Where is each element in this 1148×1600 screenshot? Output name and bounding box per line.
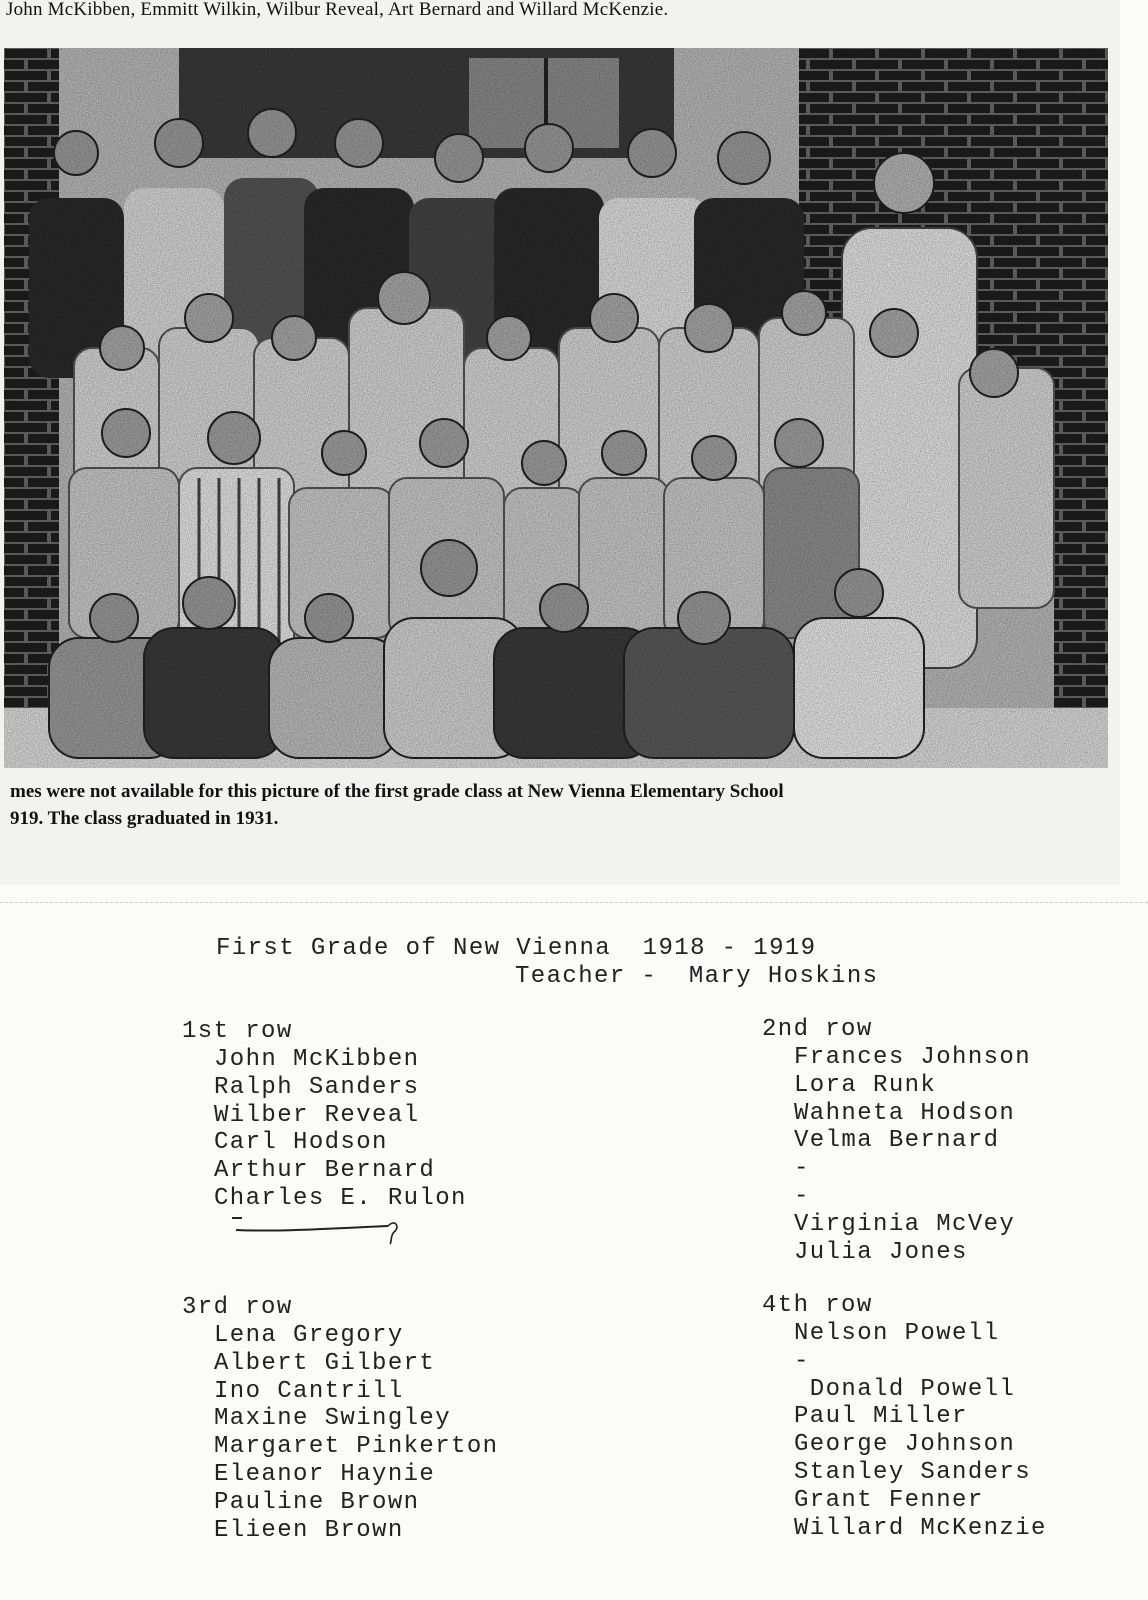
handwritten-scrawl bbox=[230, 1212, 410, 1246]
student-name: Ralph Sanders bbox=[214, 1073, 420, 1101]
roster-title: First Grade of New Vienna 1918 - 1919 bbox=[216, 935, 817, 962]
student-name: Velma Bernard bbox=[794, 1127, 1000, 1155]
student-name: Julia Jones bbox=[794, 1238, 968, 1266]
student-name: - bbox=[794, 1155, 810, 1183]
student-name: Grant Fenner bbox=[794, 1486, 984, 1514]
student-name: Ino Cantrill bbox=[214, 1377, 404, 1405]
student-name: Wilber Reveal bbox=[214, 1101, 420, 1129]
student-name: Pauline Brown bbox=[214, 1488, 420, 1516]
student-name: George Johnson bbox=[794, 1431, 1016, 1459]
student-name: Carl Hodson bbox=[214, 1129, 388, 1157]
clipping-edge-divider bbox=[0, 902, 1148, 904]
class-photograph bbox=[4, 48, 1108, 768]
student-name: Paul Miller bbox=[794, 1403, 968, 1431]
student-name: Margaret Pinkerton bbox=[214, 1433, 499, 1461]
student-name: Willard McKenzie bbox=[794, 1514, 1047, 1542]
name-list bbox=[762, 1044, 1031, 1266]
row-group-1st bbox=[182, 1018, 467, 1213]
caption-line-1: mes were not available for this picture of the first grade class at New Vienna Elementary School bbox=[10, 781, 784, 802]
photo-bottom-caption bbox=[10, 778, 1100, 832]
row-group-2nd bbox=[762, 1016, 1031, 1266]
name-list bbox=[182, 1322, 498, 1544]
student-name: - bbox=[794, 1182, 810, 1210]
student-name: Nelson Powell bbox=[794, 1320, 1000, 1347]
student-name: Lena Gregory bbox=[214, 1322, 404, 1349]
student-name: Wahneta Hodson bbox=[794, 1099, 1016, 1127]
student-name: Frances Johnson bbox=[794, 1044, 1032, 1071]
name-list bbox=[182, 1046, 467, 1213]
student-name: Lora Runk bbox=[794, 1071, 937, 1099]
student-name: Albert Gilbert bbox=[214, 1349, 436, 1377]
name-list bbox=[762, 1320, 1047, 1542]
student-name: Maxine Swingley bbox=[214, 1405, 452, 1433]
row-heading: 4th row bbox=[762, 1292, 873, 1319]
row-heading: 3rd row bbox=[182, 1294, 293, 1321]
row-group-3rd bbox=[182, 1294, 498, 1544]
caption-line-2: 919. The class graduated in 1931. bbox=[10, 808, 279, 829]
student-name: John McKibben bbox=[214, 1046, 420, 1073]
photo-top-caption: John McKibben, Emmitt Wilkin, Wilbur Reveal, Art Bernard and Willard McKenzie. bbox=[6, 0, 669, 20]
class-photo-illustration bbox=[4, 48, 1108, 768]
student-name: Stanley Sanders bbox=[794, 1458, 1032, 1486]
row-heading: 1st row bbox=[182, 1018, 293, 1045]
student-name: Charles E. Rulon bbox=[214, 1184, 467, 1212]
student-name: Elieen Brown bbox=[214, 1516, 404, 1544]
row-group-4th bbox=[762, 1292, 1047, 1542]
student-name: Arthur Bernard bbox=[214, 1157, 436, 1185]
student-name: - bbox=[794, 1347, 810, 1375]
student-name: Eleanor Haynie bbox=[214, 1460, 436, 1488]
row-heading: 2nd row bbox=[762, 1016, 873, 1043]
student-name: Donald Powell bbox=[794, 1375, 1016, 1403]
roster-teacher: Teacher - Mary Hoskins bbox=[515, 963, 879, 990]
student-name: Virginia McVey bbox=[794, 1210, 1016, 1238]
